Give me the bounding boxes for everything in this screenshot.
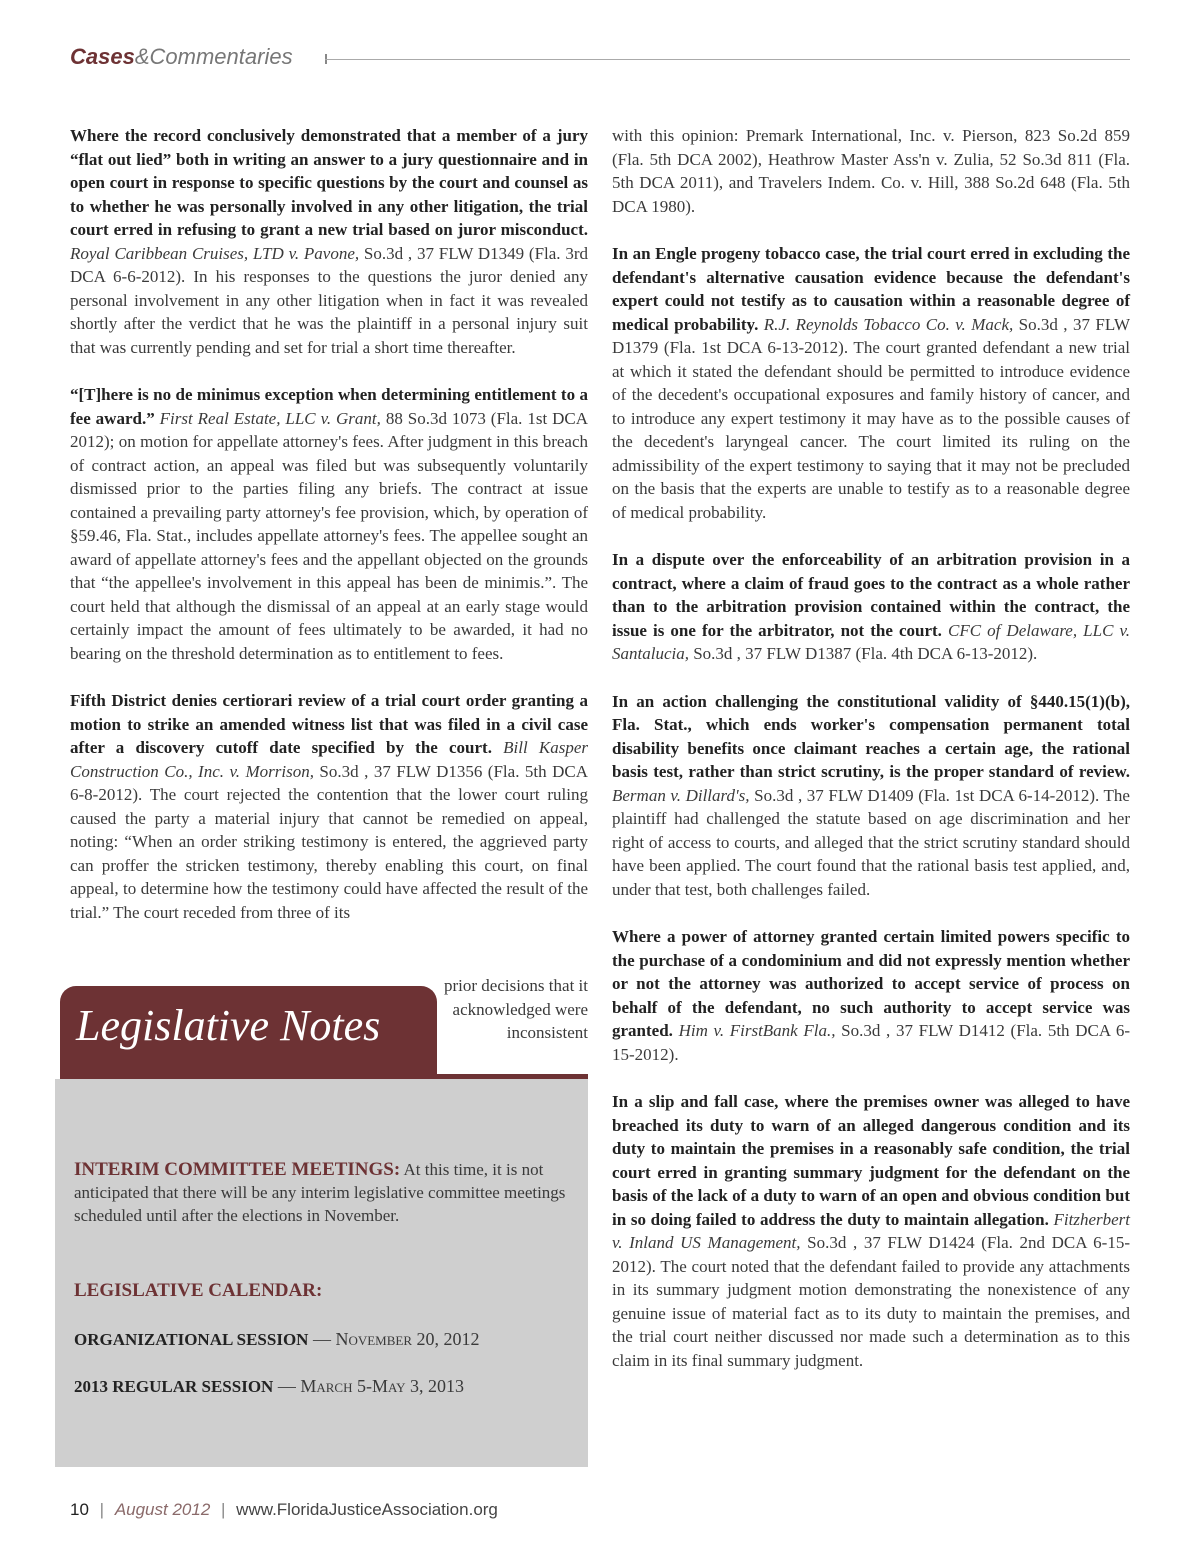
issue-date: August 2012: [114, 1500, 211, 1519]
case-summary: In a dispute over the enforceability of an arbitration provision in a contract, where a claim of fraud goes to the contract as a whole rather than to the arbitration provision contained within the contract, the issue is one for the arbitrator, not the court. CFC of Delaware, LLC v. Santalucia, So.3d , 37 FLW D1387 (Fla. 4th DCA 6-13-2012).: [612, 550, 1131, 663]
footer-separator: |: [221, 1500, 226, 1519]
case-summary: In an action challenging the constitutional validity of §440.15(1)(b), Fla. Stat., which ends worker's compensation permanent total disability benefits once claimant reaches a certain age, the rational basis test, rather than strict scrutiny, is the proper standard of review. Berman v. Dillard's, So.3d , 37 FLW D1409 (Fla. 1st DCA 6-14-2012). The plaintiff had challenged the statute based on age discrimination and her right of access to courts, and alleged that the strict scrutiny standard should have been applied. The court found that the rational basis test applied, and, under that test, both challenges failed.: [612, 691, 1130, 899]
legislative-notes-title: Legislative Notes: [76, 1001, 381, 1050]
footer-separator: |: [99, 1500, 105, 1519]
page-footer: [70, 1500, 498, 1520]
wrapped-continuation-text: prior decisions that it acknowledged were inconsistent: [443, 976, 588, 1042]
case-summary: Where the record conclusively demonstrated that a member of a jury “flat out lied” both in writing an answer to a jury questionnaire and in open court in response to specific questions by the court and counsel as to whether he was personally involved in any other litigation, the trial court erred in refusing to grant a new trial based on juror misconduct. Royal Caribbean Cruises, LTD v. Pavone, So.3d , 37 FLW D1349 (Fla. 3rd DCA 6-6-2012). In his responses to the questions the juror denied any personal involvement in any other litigation when in fact it was revealed shortly after the verdict that he was the plaintiff in a personal injury suit that was currently pending and set for trial a short time thereafter.: [70, 126, 589, 357]
page-number: 10: [70, 1500, 89, 1519]
website-link[interactable]: www.FloridaJusticeAssociation.org: [236, 1500, 498, 1519]
case-summary: Fifth District denies certiorari review of a trial court order granting a motion to strike an amended witness list that was filed in a civil case after a discovery cutoff date specified by the court. Bill Kasper Construction Co., Inc. v. Morrison, So.3d , 37 FLW D1356 (Fla. 5th DCA 6-8-2012). The court rejected the contention that the lower court ruling caused the party a material injury that cannot be remedied on appeal, noting: “When an order striking testimony is entered, the aggrieved party can proffer the stricken testimony, thereby enabling this court, on final appeal, to determine how the testimony could have affected the result of the trial.” The court receded from three of its: [70, 691, 589, 922]
case-summary: In a slip and fall case, where the premises owner was alleged to have breached its duty to warn of an alleged dangerous condition and its duty to maintain the premises in a reasonably safe condition, the trial court erred in granting summary judgment for the defendant on the basis of the lack of a duty to warn of an open and obvious condition but in so doing failed to address the duty to maintain allegation. Fitzherbert v. Inland US Management, So.3d , 37 FLW D1424 (Fla. 2nd DCA 6-15-2012). The court noted that the defendant failed to provide any attachments in its summary judgment motion demonstrating the nonexistence of any genuine issue of material fact as to its duty to maintain the premises, and the trial court neither discussed nor made such a determination as to this claim in its final summary judgment.: [612, 1092, 1130, 1370]
legislative-notes-content: [74, 1158, 579, 1398]
right-column: [612, 124, 1130, 1396]
case-summary: In an Engle progeny tobacco case, the trial court erred in excluding the defendant's alternative causation evidence because the defendant's expert could not testify as to causation within a reasonable degree of medical probability. R.J. Reynolds Tobacco Co. v. Mack, So.3d , 37 FLW D1379 (Fla. 1st DCA 6-13-2012). The court granted defendant a new trial at which it stated the defendant should be permitted to introduce evidence of the decedent's occupational exposures and family history of cancer, and to introduce any expert testimony it may have as to the possible causes of the decedent's laryngeal cancer. The court limited its ruling on the admissibility of the expert testimony to saying that it may not be precluded on the basis that the experts are unable to testify as to a reasonable degree of medical probability.: [612, 244, 1131, 522]
page-header: [70, 44, 1130, 76]
session-item: ORGANIZATIONAL SESSION — November 20, 2012: [74, 1329, 480, 1349]
interim-meetings-note: INTERIM COMMITTEE MEETINGS: At this time, it is not anticipated that there will be any interim legislative committee meetings scheduled until after the elections in November.: [74, 1159, 566, 1225]
calendar-heading: LEGISLATIVE CALENDAR:: [74, 1280, 323, 1301]
header-rule: [325, 59, 1130, 60]
case-summary: Where a power of attorney granted certain limited powers specific to the purchase of a condominium and did not expressly mention whether or not the attorney was authorized to accept service of process on behalf of the defendant, no such authority to accept service was granted. Him v. FirstBank Fla., So.3d , 37 FLW D1412 (Fla. 5th DCA 6-15-2012).: [612, 927, 1130, 1064]
legislative-notes-tab: [60, 986, 437, 1074]
publication-logo: Cases&Commentaries: [70, 44, 293, 69]
session-item: 2013 REGULAR SESSION — March 5-May 3, 2013: [74, 1376, 465, 1396]
case-summary: “[T]here is no de minimus exception when determining entitlement to a fee award.” First Real Estate, LLC v. Grant, 88 So.3d 1073 (Fla. 1st DCA 2012); on motion for appellate attorney's fees. After judgment in this breach of contract action, an appeal was filed but was subsequently voluntarily dismissed prior to the parties filing any briefs. The contract at issue contained a prevailing party attorney's fee provision, which, by operation of §59.46, Fla. Stat., includes appellate attorney's fees. The appellee sought an award of appellate attorney's fees and the appellant objected on the grounds that “the appellee's involvement in this appeal has been de minimis.”. The court held that although the dismissal of an appeal at an early stage would certainly impact the amount of fees ultimately to be awarded, it had no bearing on the threshold determination as to entitlement to fees.: [70, 385, 589, 663]
case-summary: with this opinion: Premark International, Inc. v. Pierson, 823 So.2d 859 (Fla. 5th DCA 2002), Heathrow Master Ass'n v. Zulia, 52 So.3d 811 (Fla. 5th DCA 2011), and Travelers Indem. Co. v. Hill, 388 So.2d 648 (Fla. 5th DCA 1980).: [612, 126, 1130, 216]
left-column: [70, 124, 588, 948]
